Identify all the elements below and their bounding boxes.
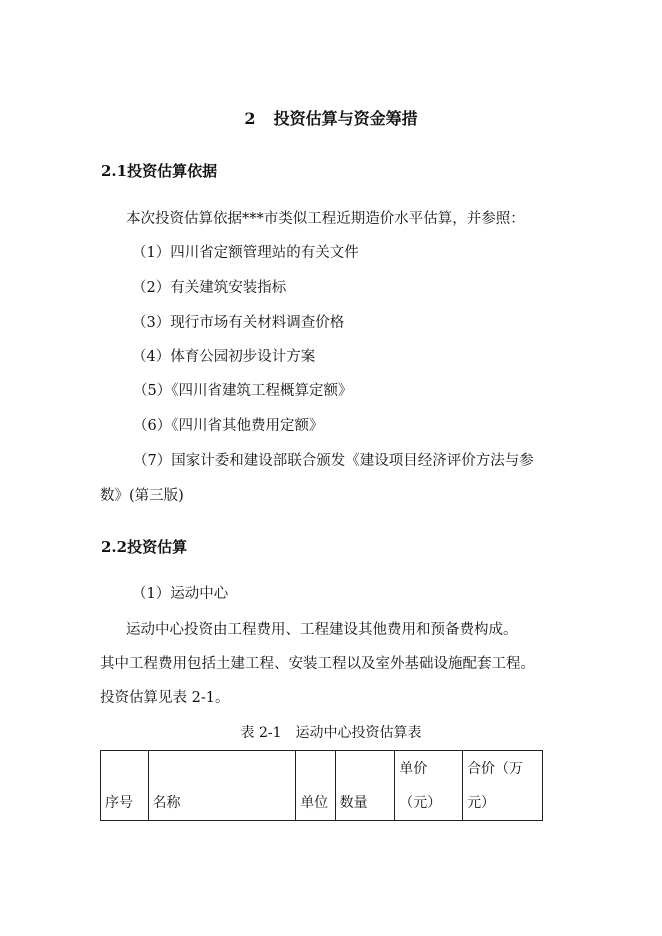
investment-estimate-table	[100, 750, 543, 821]
list-item: （3）现行市场有关材料调查价格	[132, 315, 345, 331]
list-item-continuation: 数》(第三版)	[100, 488, 184, 504]
paragraph-line: 投资估算见表 2-1。	[100, 690, 230, 706]
header-cell-unit: 单位	[296, 751, 335, 821]
table-caption-number: 表 2-1	[240, 725, 282, 741]
header-cell-name: 名称	[148, 751, 296, 821]
list-item: （2）有关建筑安装指标	[132, 280, 287, 296]
list-item: （4）体育公园初步设计方案	[132, 349, 316, 365]
list-item: （7）国家计委和建设部联合颁发《建设项目经济评价方法与参	[133, 453, 534, 469]
section-heading-2-2: 2.2投资估算	[101, 538, 188, 556]
list-item: （6）《四川省其他费用定额》	[133, 418, 324, 434]
list-item: （5）《四川省建筑工程概算定额》	[133, 383, 353, 399]
list-item: （1）四川省定额管理站的有关文件	[132, 245, 359, 261]
intro-paragraph: 本次投资估算依据***市类似工程近期造价水平估算，并参照：	[126, 211, 525, 227]
header-cell-index: 序号	[101, 751, 149, 821]
sub-item: （1）运动中心	[132, 586, 229, 602]
table-header-row	[101, 751, 543, 821]
header-cell-unit-price: 单价（元）	[395, 751, 463, 821]
paragraph-line: 运动中心投资由工程费用、工程建设其他费用和预备费构成。	[126, 622, 518, 638]
header-cell-total-price: 合价（万元）	[463, 751, 543, 821]
chapter-title	[0, 106, 662, 129]
chapter-number: 2	[244, 109, 256, 128]
section-heading-2-1: 2.1投资估算依据	[101, 162, 218, 180]
paragraph-line: 其中工程费用包括土建工程、安装工程以及室外基础设施配套工程。	[100, 656, 535, 672]
chapter-title-text: 投资估算与资金筹措	[273, 109, 418, 128]
header-cell-quantity: 数量	[335, 751, 395, 821]
table-caption	[0, 722, 662, 742]
table-caption-title: 运动中心投资估算表	[295, 725, 422, 741]
